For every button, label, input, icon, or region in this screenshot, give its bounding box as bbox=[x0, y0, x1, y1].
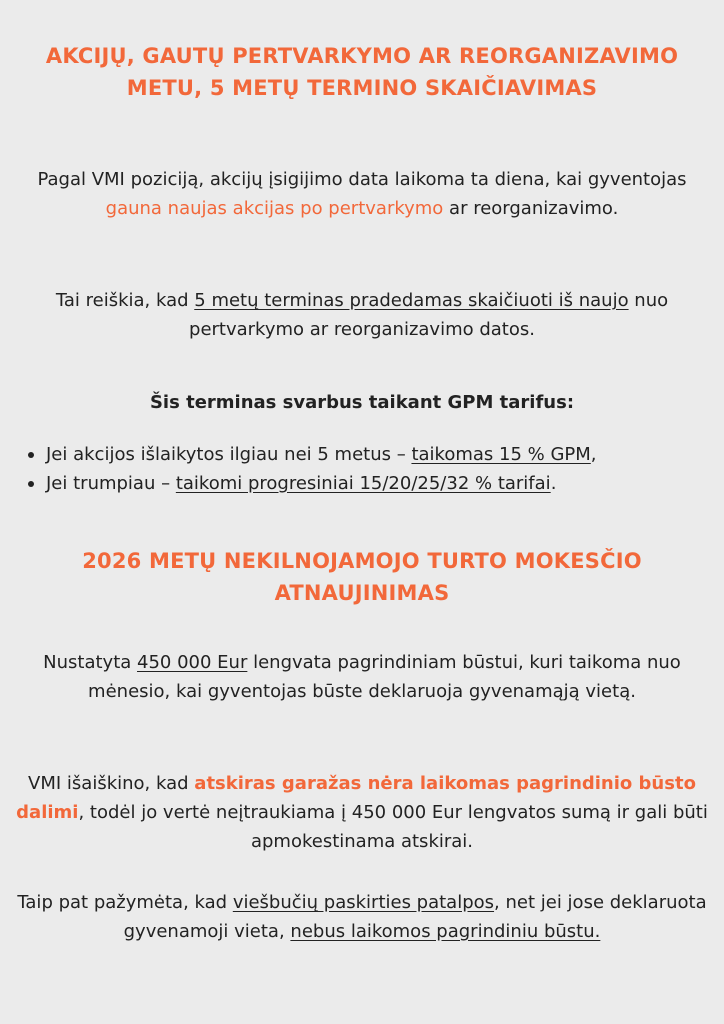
highlight-new-shares: gauna naujas akcijas po pertvarkymo bbox=[105, 198, 444, 219]
underline-term-restart: 5 metų terminas pradedamas skaičiuoti iš naujo bbox=[194, 290, 629, 311]
paragraph-exemption bbox=[24, 648, 700, 706]
text-span: lengvata pagrindiniam būstui, kuri taikoma nuo mėnesio, kai gyventojas būste deklaruoja gyvenamąją vietą. bbox=[88, 652, 681, 702]
section-title-shares: AKCIJŲ, GAUTŲ PERTVARKYMO AR REORGANIZAVIMO METU, 5 METŲ TERMINO SKAIČIAVIMAS bbox=[45, 44, 679, 100]
text-span: Tai reiškia, kad bbox=[55, 290, 195, 311]
paragraph-term-restart bbox=[4, 286, 720, 344]
section-title-property-tax: 2026 METŲ NEKILNOJAMOJO TURTO MOKESČIO ATNAUJINIMAS bbox=[82, 549, 642, 605]
text-span: Nustatyta bbox=[43, 652, 138, 673]
text-span: nuo pertvarkymo ar reorganizavimo datos. bbox=[189, 290, 669, 340]
tariffs-list bbox=[14, 440, 710, 498]
text-span: , net jei jose deklaruota gyvenamoji vieta, bbox=[123, 892, 707, 942]
underline-exemption-amount: 450 000 Eur bbox=[137, 652, 248, 673]
underline-15-gpm: taikomas 15 % GPM bbox=[411, 444, 591, 465]
paragraph-garage bbox=[16, 769, 708, 856]
text-span: , todėl jo vertė neįtraukiama į 450 000 Eur lengvatos sumą ir gali būti apmokestinama atskirai. bbox=[78, 802, 708, 852]
list-item bbox=[14, 469, 710, 498]
text-span: Jei akcijos išlaikytos ilgiau nei 5 metus – bbox=[46, 444, 412, 465]
text-span: ar reorganizavimo. bbox=[443, 198, 619, 219]
text-span: . bbox=[550, 473, 557, 494]
text-span: Pagal VMI poziciją, akcijų įsigijimo data laikoma ta diena, kai gyventojas bbox=[37, 169, 687, 190]
paragraph-acquisition-date bbox=[14, 165, 710, 223]
tariffs-heading: Šis terminas svarbus taikant GPM tarifus: bbox=[149, 392, 575, 413]
paragraph-hotel-premises bbox=[10, 888, 714, 946]
text-span: Jei trumpiau – bbox=[46, 473, 176, 494]
list-item bbox=[14, 440, 710, 469]
underline-not-main-home: nebus laikomos pagrindiniu būstu. bbox=[290, 921, 601, 942]
underline-progressive-rates: taikomi progresiniai 15/20/25/32 % tarifai bbox=[175, 473, 551, 494]
text-span: VMI išaiškino, kad bbox=[28, 773, 195, 794]
underline-hotel-premises: viešbučių paskirties patalpos bbox=[232, 892, 495, 913]
text-span: , bbox=[590, 444, 597, 465]
highlight-garage: atskiras garažas nėra laikomas pagrindinio būsto dalimi bbox=[16, 773, 696, 823]
text-span: Taip pat pažymėta, kad bbox=[17, 892, 233, 913]
